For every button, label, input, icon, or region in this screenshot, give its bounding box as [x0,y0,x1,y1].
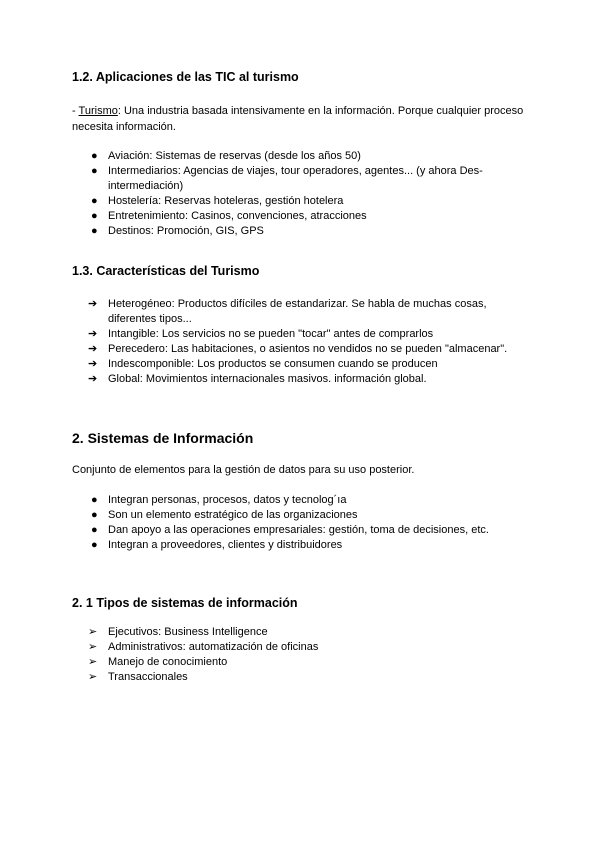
arrowhead-icon: ➢ [88,656,98,668]
heading-tipos-sistemas: 2. 1 Tipos de sistemas de información [72,596,298,610]
arrowhead-icon: ➢ [88,641,98,653]
tic-applications-list [0,149,600,239]
list-item [0,508,508,523]
list-item [0,493,508,508]
arrow-right-icon: ➔ [88,328,98,340]
arrow-right-icon: ➔ [88,373,98,385]
bullet-dot-icon: ● [91,494,98,506]
information-systems-list [0,493,600,553]
bullet-dot-icon: ● [91,210,98,222]
bullet-dot-icon: ● [91,150,98,162]
sistemas-intro-paragraph: Conjunto de elementos para la gestión de datos para su uso posterior. [72,464,415,476]
list-item [0,209,508,224]
intro-term-turismo: Turismo [78,105,118,117]
list-item-text: Transaccionales [108,671,188,683]
list-item [0,625,508,640]
list-item [0,372,508,387]
list-item-text: Son un elemento estratégico de las organizaciones [108,509,358,521]
list-item [0,523,508,538]
list-item-text: Administrativos: automatización de oficinas [108,641,319,653]
bullet-dot-icon: ● [91,195,98,207]
tourism-characteristics-list [0,297,600,387]
list-item [0,342,508,357]
list-item-text: Ejecutivos: Business Intelligence [108,626,268,638]
heading-sistemas-informacion: 2. Sistemas de Información [72,430,254,446]
intro-text: : Una industria basada intensivamente en la información. Porque cualquier proceso necesita información. [72,105,524,133]
list-item [0,640,508,655]
list-item-text: Destinos: Promoción, GIS, GPS [108,225,264,237]
list-item [0,194,508,209]
list-item-text: Integran personas, procesos, datos y tecnolog´ıa [108,494,347,506]
bullet-dot-icon: ● [91,509,98,521]
arrow-right-icon: ➔ [88,298,98,310]
list-item [0,538,508,553]
list-item-text: Indescomponible: Los productos se consumen cuando se producen [108,358,438,370]
list-item-text: Entretenimiento: Casinos, convenciones, atracciones [108,210,367,222]
list-item-text: Integran a proveedores, clientes y distribuidores [108,539,343,551]
bullet-dot-icon: ● [91,524,98,536]
list-item [0,327,508,342]
list-item [0,149,508,164]
bullet-dot-icon: ● [91,225,98,237]
turismo-intro-paragraph [72,103,532,135]
list-item [0,164,508,194]
list-item-text: Manejo de conocimiento [108,656,228,668]
list-item-text: Hostelería: Reservas hoteleras, gestión hotelera [108,195,344,207]
list-item [0,670,508,685]
list-item [0,297,508,327]
arrowhead-icon: ➢ [88,626,98,638]
arrow-right-icon: ➔ [88,343,98,355]
list-item-text: Dan apoyo a las operaciones empresariales: gestión, toma de decisiones, etc. [108,524,489,536]
list-item [0,655,508,670]
list-item-text: Aviación: Sistemas de reservas (desde los años 50) [108,150,361,162]
list-item [0,357,508,372]
list-item [0,224,508,239]
list-item-text: Global: Movimientos internacionales masivos. información global. [108,373,427,385]
arrowhead-icon: ➢ [88,671,98,683]
heading-caracteristicas-turismo: 1.3. Características del Turismo [72,264,260,278]
list-item-text: Perecedero: Las habitaciones, o asientos no vendidos no se pueden "almacenar". [108,343,508,355]
list-item-text: Intangible: Los servicios no se pueden "tocar" antes de comprarlos [108,328,434,340]
bullet-dot-icon: ● [91,165,98,177]
bullet-dot-icon: ● [91,539,98,551]
list-item-text: Intermediarios: Agencias de viajes, tour operadores, agentes... (y ahora Des-intermediación) [108,165,483,192]
heading-aplicaciones-tic: 1.2. Aplicaciones de las TIC al turismo [72,70,299,84]
arrow-right-icon: ➔ [88,358,98,370]
list-item-text: Heterogéneo: Productos difíciles de estandarizar. Se habla de muchas cosas, diferentes tipos... [108,298,487,325]
intro-prefix: - [72,105,79,117]
system-types-list [0,625,600,685]
